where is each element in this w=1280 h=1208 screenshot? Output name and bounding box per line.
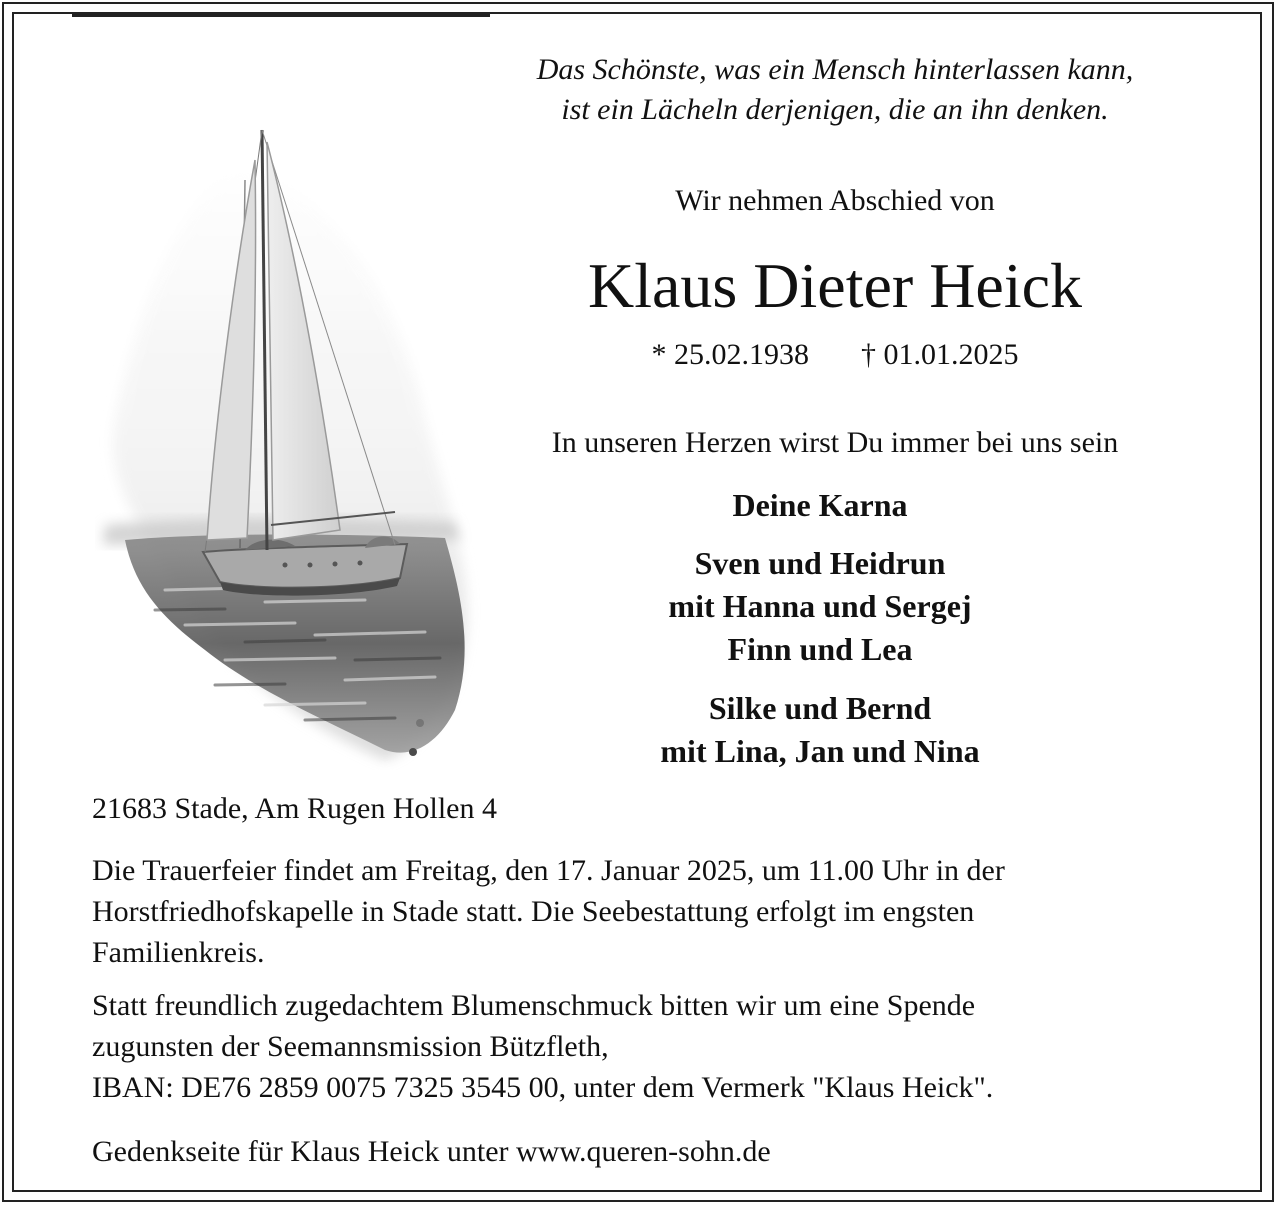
death-date: † 01.01.2025 [861,338,1019,371]
top-rule [72,14,490,17]
life-dates [470,335,1200,375]
quote-line-2: ist ein Lächeln derjenigen, die an ihn denken. [561,93,1109,126]
funeral-line-1: Die Trauerfeier findet am Freitag, den 17. Januar 2025, um 11.00 Uhr in der [92,854,1005,887]
funeral-line-2: Horstfriedhofskapelle in Stade statt. Die Seebestattung erfolgt im engsten [92,895,975,928]
mourner-karna: Deine Karna [732,487,908,523]
funeral-line-3: Familienkreis. [92,936,265,969]
deceased-name: Klaus Dieter Heick [587,250,1083,321]
sailboat-photo [95,120,495,770]
mourner-hanna-sergej: mit Hanna und Sergej [668,588,972,624]
tribute-line: In unseren Herzen wirst Du immer bei uns sein [551,426,1119,459]
mourner-silke-bernd: Silke und Bernd [708,690,932,726]
mourner-sven-heidrun: Sven und Heidrun [694,545,946,581]
birth-date: * 25.02.1938 [651,338,809,371]
family-address: 21683 Stade, Am Rugen Hollen 4 [92,792,497,825]
donation-iban-line: IBAN: DE76 2859 0075 7325 3545 00, unter dem Vermerk "Klaus Heick". [92,1071,994,1104]
farewell-intro: Wir nehmen Abschied von [675,184,995,217]
quote-line-1: Das Schönste, was ein Mensch hinterlassen kann, [536,53,1134,86]
donation-line-1: Statt freundlich zugedachtem Blumenschmuck bitten wir um eine Spende [92,989,976,1022]
memorial-page-link[interactable]: Gedenkseite für Klaus Heick unter www.queren-sohn.de [92,1135,771,1168]
mourner-finn-lea: Finn und Lea [727,631,913,667]
mourner-lina-jan-nina: mit Lina, Jan und Nina [660,733,980,769]
donation-line-2: zugunsten der Seemannsmission Bützfleth, [92,1030,609,1063]
